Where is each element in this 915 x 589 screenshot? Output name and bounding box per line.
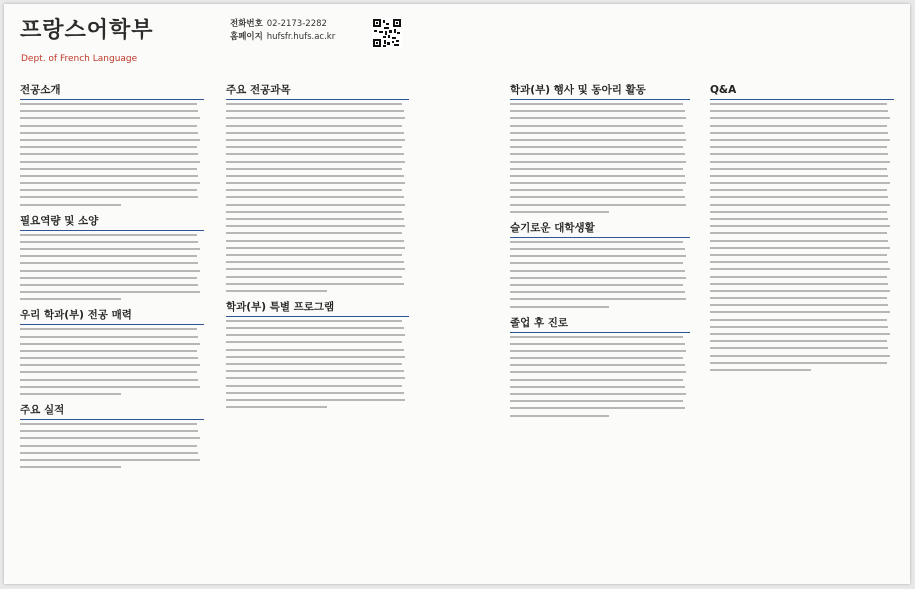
text-line: [20, 255, 197, 257]
text-line: [510, 400, 683, 402]
section-body: [226, 103, 409, 292]
section-heading: 졸업 후 진로: [510, 317, 690, 333]
column-4: [710, 84, 894, 576]
text-line: [710, 161, 890, 163]
text-line: [510, 371, 686, 373]
text-line: [20, 350, 197, 352]
text-line: [20, 459, 200, 461]
text-line: [226, 146, 402, 148]
text-line: [510, 196, 685, 198]
text-line: [710, 268, 890, 270]
section: [20, 309, 204, 395]
text-line: [710, 146, 887, 148]
text-line: [20, 139, 200, 141]
text-line: [226, 139, 405, 141]
text-line: [20, 328, 197, 330]
text-line: [20, 117, 200, 119]
text-line: [710, 347, 888, 349]
text-line: [226, 196, 404, 198]
text-line: [710, 225, 890, 227]
text-line: [20, 291, 200, 293]
text-line: [710, 232, 887, 234]
text-line: [710, 125, 887, 127]
section-heading: 학과(부) 행사 및 동아리 활동: [510, 84, 690, 100]
text-line: [510, 306, 609, 308]
text-line: [710, 139, 890, 141]
text-line: [510, 110, 685, 112]
text-line: [226, 377, 405, 379]
phone-row: [230, 18, 335, 31]
text-line: [20, 182, 200, 184]
text-line: [20, 168, 197, 170]
text-line: [710, 333, 890, 335]
text-line: [510, 153, 685, 155]
text-line: [710, 362, 887, 364]
text-line: [226, 349, 404, 351]
text-line: [226, 385, 402, 387]
text-line: [710, 340, 887, 342]
text-line: [710, 132, 888, 134]
text-line: [710, 103, 887, 105]
text-line: [510, 350, 686, 352]
text-line: [226, 247, 405, 249]
text-line: [510, 175, 685, 177]
text-line: [510, 364, 685, 366]
text-line: [710, 276, 887, 278]
text-line: [510, 336, 683, 338]
section-body: [226, 320, 409, 408]
homepage-url[interactable]: hufsfr.hufs.ac.kr: [266, 32, 336, 42]
text-line: [226, 363, 402, 365]
text-line: [226, 103, 402, 105]
text-line: [510, 168, 683, 170]
section-body: [20, 234, 204, 301]
text-line: [20, 364, 200, 366]
text-line: [20, 204, 121, 206]
text-line: [226, 168, 402, 170]
text-line: [510, 277, 686, 279]
section-body: [20, 423, 204, 468]
text-line: [226, 110, 404, 112]
text-line: [20, 393, 121, 395]
text-line: [20, 357, 198, 359]
text-line: [710, 218, 888, 220]
text-line: [510, 255, 686, 257]
text-line: [226, 211, 402, 213]
section: [510, 84, 690, 213]
text-line: [510, 248, 685, 250]
text-line: [20, 270, 200, 272]
text-line: [510, 125, 683, 127]
section-body: [710, 103, 894, 371]
text-line: [226, 125, 402, 127]
text-line: [20, 189, 197, 191]
text-line: [226, 218, 404, 220]
section: [226, 84, 409, 292]
text-line: [20, 277, 197, 279]
text-line: [710, 240, 888, 242]
section-heading: 전공소개: [20, 84, 204, 100]
text-line: [226, 370, 404, 372]
text-line: [20, 379, 198, 381]
text-line: [20, 103, 197, 105]
text-line: [710, 110, 888, 112]
text-line: [226, 320, 402, 322]
text-line: [226, 175, 404, 177]
text-line: [20, 110, 198, 112]
text-line: [20, 248, 200, 250]
text-line: [226, 341, 402, 343]
text-line: [226, 399, 405, 401]
text-line: [226, 254, 402, 256]
section-body: [510, 103, 690, 213]
text-line: [226, 132, 404, 134]
text-line: [20, 284, 198, 286]
text-line: [710, 189, 887, 191]
qr-code-icon: [372, 18, 402, 48]
text-line: [226, 406, 327, 408]
text-line: [226, 153, 404, 155]
text-line: [20, 234, 197, 236]
text-line: [710, 304, 888, 306]
text-line: [510, 262, 683, 264]
text-line: [20, 125, 197, 127]
text-line: [510, 270, 685, 272]
section-heading: 학과(부) 특별 프로그램: [226, 301, 409, 317]
text-line: [710, 175, 888, 177]
section: [710, 84, 894, 371]
text-line: [510, 211, 609, 213]
text-line: [20, 241, 198, 243]
section-heading: Q&A: [710, 84, 894, 100]
text-line: [226, 268, 405, 270]
text-line: [510, 379, 683, 381]
section-heading: 주요 실적: [20, 404, 204, 420]
text-line: [510, 386, 685, 388]
column-1: [20, 84, 204, 576]
section: [510, 222, 690, 308]
text-line: [510, 139, 686, 141]
text-line: [226, 327, 404, 329]
text-line: [20, 423, 197, 425]
section-heading: 필요역량 및 소양: [20, 215, 204, 231]
page-title: 프랑스어학부: [20, 18, 154, 43]
text-line: [226, 334, 405, 336]
text-line: [510, 415, 609, 417]
text-line: [710, 355, 890, 357]
text-line: [20, 146, 197, 148]
text-line: [710, 168, 887, 170]
text-line: [226, 240, 404, 242]
section-body: [20, 328, 204, 395]
text-line: [510, 103, 683, 105]
text-line: [20, 336, 198, 338]
text-line: [226, 276, 402, 278]
text-line: [510, 204, 686, 206]
section-heading: 슬기로운 대학생활: [510, 222, 690, 238]
text-line: [20, 153, 198, 155]
text-line: [226, 182, 405, 184]
text-line: [710, 153, 888, 155]
text-line: [226, 261, 404, 263]
text-line: [20, 343, 200, 345]
text-line: [20, 371, 197, 373]
section-body: [20, 103, 204, 206]
text-line: [226, 283, 404, 285]
text-line: [710, 326, 888, 328]
phone-number: 02-2173-2282: [266, 19, 327, 29]
section: [510, 317, 690, 417]
text-line: [510, 161, 686, 163]
column-3: [510, 84, 690, 576]
text-line: [510, 189, 683, 191]
text-line: [20, 437, 200, 439]
text-line: [710, 204, 890, 206]
text-line: [510, 117, 686, 119]
text-line: [20, 132, 198, 134]
header: [4, 4, 910, 84]
text-line: [710, 247, 890, 249]
text-line: [510, 132, 685, 134]
text-line: [20, 430, 198, 432]
text-line: [510, 182, 686, 184]
text-line: [510, 284, 683, 286]
text-line: [710, 283, 888, 285]
text-line: [510, 291, 685, 293]
section-body: [510, 241, 690, 308]
text-line: [510, 357, 683, 359]
text-line: [226, 232, 402, 234]
text-line: [710, 211, 887, 213]
section: [20, 215, 204, 301]
text-line: [510, 146, 683, 148]
section: [20, 404, 204, 468]
text-line: [226, 392, 404, 394]
text-line: [710, 319, 887, 321]
page-subtitle: Dept. of French Language: [21, 54, 138, 64]
column-2: [226, 84, 409, 576]
text-line: [226, 290, 327, 292]
text-line: [20, 386, 200, 388]
section-heading: 주요 전공과목: [226, 84, 409, 100]
text-line: [710, 117, 890, 119]
text-line: [20, 452, 198, 454]
text-line: [510, 298, 686, 300]
section-body: [510, 336, 690, 417]
text-line: [226, 189, 402, 191]
text-line: [20, 262, 198, 264]
homepage-row: [230, 31, 335, 44]
section: [20, 84, 204, 206]
contact-info: [230, 18, 335, 44]
text-line: [710, 261, 888, 263]
text-line: [20, 445, 197, 447]
text-line: [226, 161, 405, 163]
text-line: [20, 175, 198, 177]
text-line: [20, 196, 198, 198]
text-line: [226, 356, 405, 358]
section: [226, 301, 409, 408]
brochure-page: [4, 4, 910, 584]
text-line: [510, 407, 685, 409]
text-line: [510, 241, 683, 243]
text-line: [710, 369, 811, 371]
text-line: [710, 297, 887, 299]
text-line: [510, 393, 686, 395]
text-line: [510, 343, 685, 345]
phone-label: 전화번호: [230, 19, 263, 29]
text-line: [710, 254, 887, 256]
text-line: [226, 225, 405, 227]
text-line: [710, 196, 888, 198]
text-line: [710, 290, 890, 292]
homepage-label: 홈페이지: [230, 32, 263, 42]
section-heading: 우리 학과(부) 전공 매력: [20, 309, 204, 325]
text-line: [20, 466, 121, 468]
text-line: [20, 298, 121, 300]
text-line: [710, 182, 890, 184]
text-line: [226, 204, 405, 206]
text-line: [20, 161, 200, 163]
text-line: [710, 311, 890, 313]
text-line: [226, 117, 405, 119]
